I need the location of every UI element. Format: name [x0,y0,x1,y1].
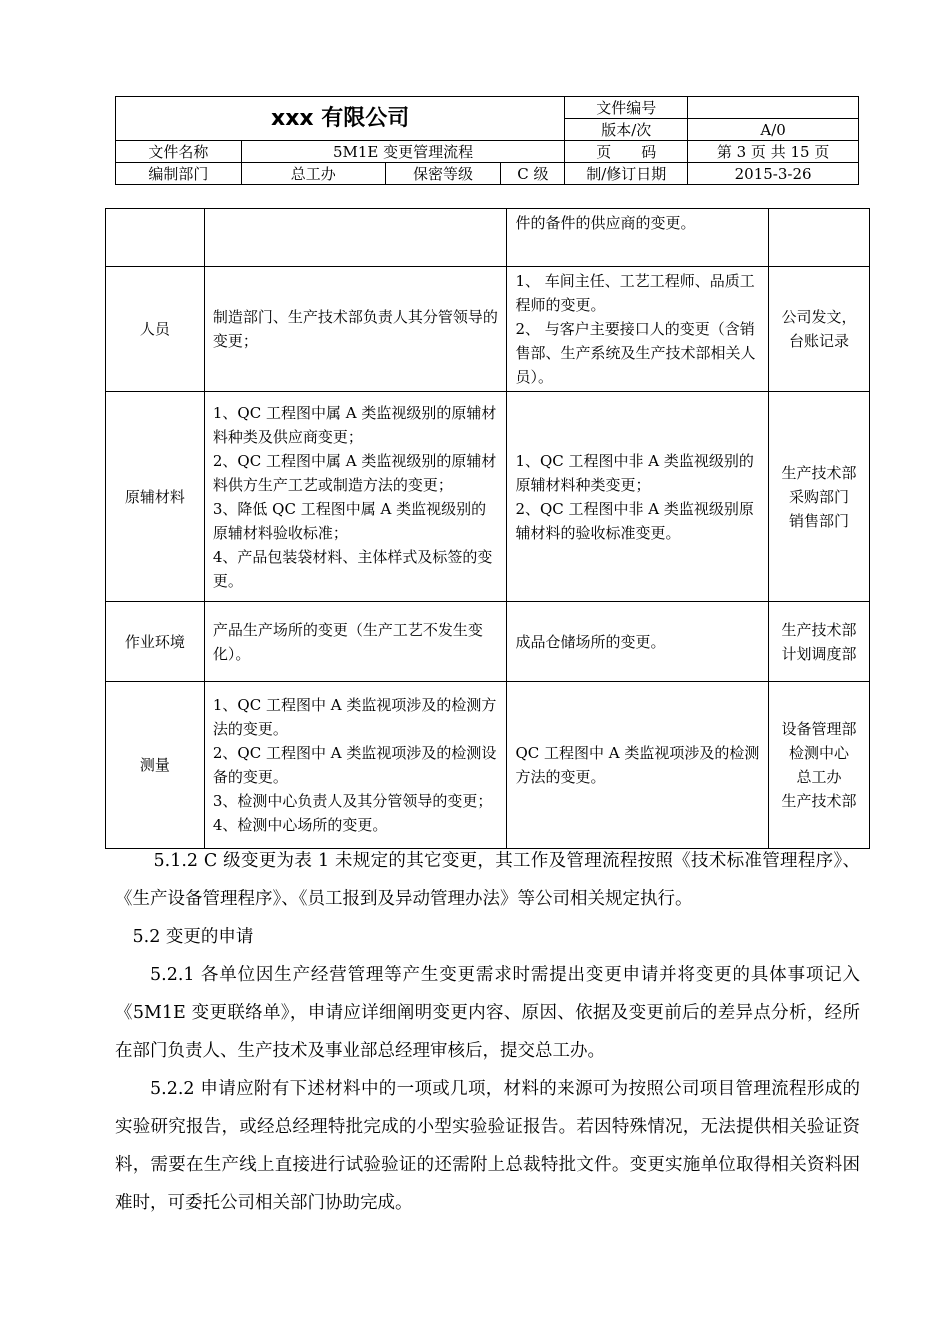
cell-item: QC 工程图中 A 类监视项涉及的检测方法的变更。 [515,744,760,786]
section-heading-5-2: 5.2 变更的申请 [132,927,254,947]
cell-item: 销售部门 [789,511,850,530]
cell-item: 2、QC 工程图中 A 类监视项涉及的检测设备的变更。 [212,744,497,786]
table-row [106,209,870,267]
doc-no-value [688,97,859,119]
document-header [115,96,859,185]
cell-item: 计划调度部 [781,644,857,663]
category-cell: 测量 [106,682,205,849]
table-row [106,682,870,849]
level-b-cell [507,682,769,849]
cell-item: 2、QC 工程图中非 A 类监视级别原辅材料的验收标准变更。 [515,499,754,542]
cell-item: 设备管理部 [781,720,857,738]
level-b-cell [507,209,769,267]
department-cell [769,392,870,602]
cell-item: 1、 车间主任、工艺工程师、品质工程师的变更。 [515,272,755,314]
dept-value: 总工办 [241,163,385,185]
cell-item: 总工办 [796,768,842,786]
body-text [115,842,860,1222]
cell-item: 成品仓储场所的变更。 [515,632,666,651]
date-label: 制/修订日期 [565,163,688,185]
department-cell [769,267,870,392]
level-b-cell [507,267,769,392]
file-name-label: 文件名称 [116,141,242,163]
version-label: 版本/次 [565,119,688,141]
table-row [106,392,870,602]
level-b-cell [507,602,769,682]
cell-item: 制造部门、生产技术部负责人其分管领导的变更； [212,308,498,350]
dept-label: 编制部门 [116,163,242,185]
cell-item: 台账记录 [789,332,850,350]
cell-item: 生产技术部 [781,792,857,810]
cell-item: 采购部门 [789,487,850,506]
cell-item: 检测中心 [789,744,850,762]
cell-item: 生产技术部 [781,620,857,639]
department-cell [769,209,870,267]
cell-item: 产品生产场所的变更（生产工艺不发生变化）。 [212,620,483,663]
category-cell: 作业环境 [106,602,205,682]
category-cell: 人员 [106,267,205,392]
cell-item: 1、QC 工程图中非 A 类监视级别的原辅材料种类变更； [515,451,754,494]
level-a-cell [204,602,507,682]
cell-item: 1、QC 工程图中 A 类监视项涉及的检测方法的变更。 [212,696,497,738]
cell-item: 4、产品包装袋材料、主体样式及标签的变更。 [212,547,493,590]
cell-item: 4、检测中心场所的变更。 [212,816,388,834]
paragraph-5-2-1: 5.2.1 各单位因生产经营管理等产生变更需求时需提出变更申请并将变更的具体事项记入《5M1E 变更联络单》，申请应详细阐明变更内容、原因、依据及变更前后的差异点分析，经所在部门负责人、生产技术及事业部总经理审核后，提交总工办。 [115,965,860,1061]
cell-item: 2、QC 工程图中属 A 类监视级别的原辅材料供方生产工艺或制造方法的变更； [212,451,497,494]
cell-item: 生产技术部 [781,463,857,482]
level-a-cell [204,682,507,849]
secrecy-value: C 级 [501,163,565,185]
file-name-value: 5M1E 变更管理流程 [241,141,565,163]
company-name: xxx 有限公司 [116,97,565,141]
cell-item: 公司发文， [781,308,857,326]
page-value: 第 3 页 共 15 页 [688,141,859,163]
department-cell [769,682,870,849]
cell-item: 2、 与客户主要接口人的变更（含销售部、生产系统及生产技术部相关人员）。 [515,320,756,386]
level-a-cell [204,209,507,267]
secrecy-label: 保密等级 [385,163,501,185]
paragraph-5-2-2: 5.2.2 申请应附有下述材料中的一项或几项，材料的来源可为按照公司项目管理流程形成的实验研究报告，或经总经理特批完成的小型实验验证报告。若因特殊情况，无法提供相关验证资料，需要在生产线上直接进行试验验证的还需附上总裁特批文件。变更实施单位取得相关资料困难时，可委托公司相关部门协助完成。 [115,1079,860,1213]
level-a-cell [204,392,507,602]
table-row [106,267,870,392]
table-row [106,602,870,682]
cell-item: 3、降低 QC 工程图中属 A 类监视级别的原辅材料验收标准； [212,499,487,542]
change-table [105,208,870,849]
cell-item: 3、检测中心负责人及其分管领导的变更； [212,792,493,810]
date-value: 2015-3-26 [688,163,859,185]
department-cell [769,602,870,682]
version-value: A/0 [688,119,859,141]
paragraph-5-1-2: 5.1.2 C 级变更为表 1 未规定的其它变更，其工作及管理流程按照《技术标准管理程序》、《生产设备管理程序》、《员工报到及异动管理办法》等公司相关规定执行。 [115,851,860,909]
level-b-cell [507,392,769,602]
category-cell [106,209,205,267]
category-cell: 原辅材料 [106,392,205,602]
page-label: 页 码 [565,141,688,163]
cell-item: 件的备件的供应商的变更。 [515,214,696,232]
doc-no-label: 文件编号 [565,97,688,119]
level-a-cell [204,267,507,392]
cell-item: 1、QC 工程图中属 A 类监视级别的原辅材料种类及供应商变更； [212,403,497,446]
